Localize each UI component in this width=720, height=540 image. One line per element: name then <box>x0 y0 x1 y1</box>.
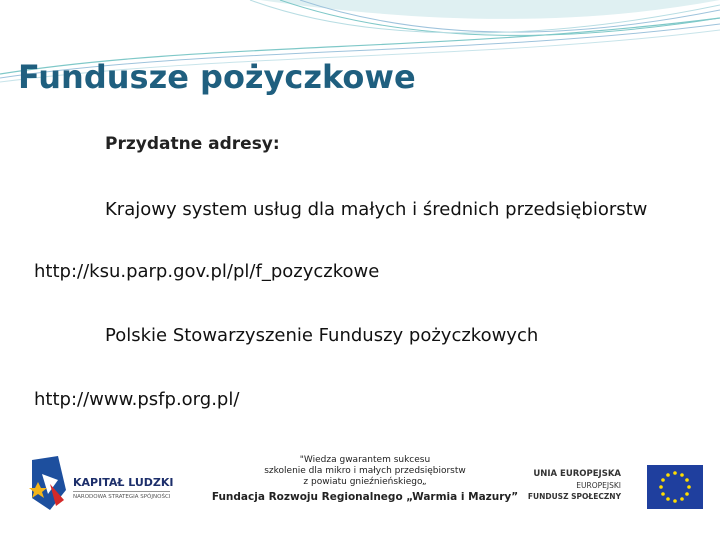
psfp-link[interactable]: http://www.psfp.org.pl/ <box>34 389 240 410</box>
foundation-name: Fundacja Rozwoju Regionalnego „Warmia i Mazury” <box>211 491 519 503</box>
useful-addresses-heading: Przydatne adresy: <box>105 134 280 154</box>
ksu-link[interactable]: http://ksu.parp.gov.pl/pl/f_pozyczkowe <box>34 261 380 282</box>
kapital-ludzki-symbol-icon <box>28 454 70 512</box>
eu-logo-text <box>517 468 621 502</box>
eu-logo <box>517 465 707 513</box>
project-line-3: z powiatu gnieźnieńskiego„ <box>303 477 427 487</box>
eu-line-3: FUNDUSZ SPOŁECZNY <box>527 492 621 501</box>
kapital-ludzki-subtitle: NARODOWA STRATEGIA SPÓJNOŚCI <box>73 491 170 500</box>
kapital-ludzki-logo <box>28 454 208 516</box>
ksu-description: Krajowy system usług dla małych i średnich przedsiębiorstw <box>105 199 648 220</box>
psfp-description: Polskie Stowarzyszenie Funduszy pożyczkowych <box>105 325 539 346</box>
eu-line-1: UNIA EUROPEJSKA <box>533 469 621 479</box>
kapital-ludzki-title: KAPITAŁ LUDZKI <box>73 476 174 489</box>
eu-line-2: EUROPEJSKI <box>576 481 621 490</box>
project-line-1: "Wiedza gwarantem sukcesu <box>299 455 431 465</box>
project-footer <box>210 455 520 503</box>
project-line-2: szkolenie dla mikro i małych przedsiębiorstw <box>264 466 466 476</box>
slide-title: Fundusze pożyczkowe <box>18 58 416 96</box>
eu-flag-icon <box>647 465 703 509</box>
